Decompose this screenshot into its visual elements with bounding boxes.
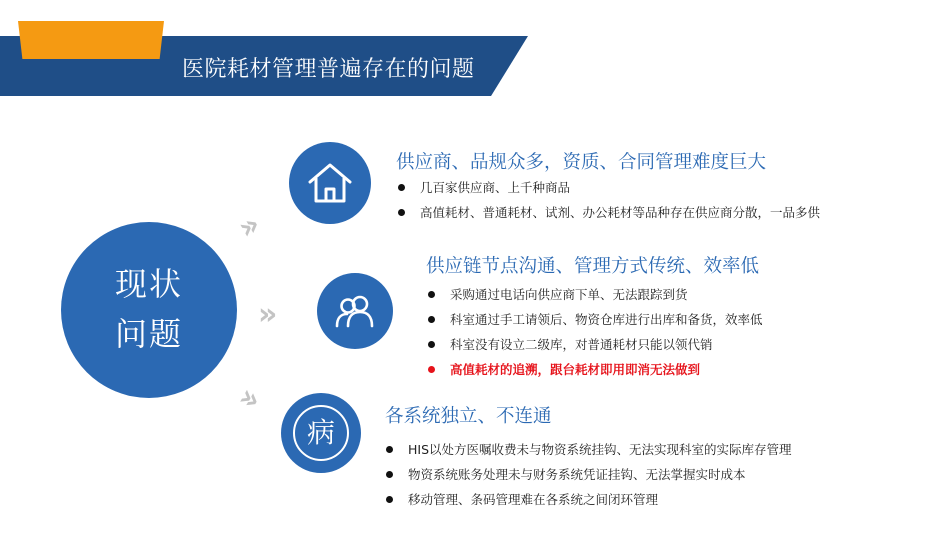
list-item: HIS以处方医嘱收费未与物资系统挂钩、无法实现科室的实际库存管理: [386, 437, 792, 462]
list-item: 移动管理、条码管理难在各系统之间闭环管理: [386, 487, 792, 512]
section-bullets-systems: [386, 437, 792, 512]
chevron-double-right-icon: »: [232, 206, 267, 247]
house-icon: [289, 142, 371, 224]
list-item: 采购通过电话向供应商下单、无法跟踪到货: [428, 282, 763, 307]
bing-character-glyph: 病: [293, 405, 349, 461]
list-item: 科室通过手工请领后、物资仓库进行出库和备货，效率低: [428, 307, 763, 332]
header-accent-tab: [18, 21, 164, 59]
section-title-supply-chain: 供应链节点沟通、管理方式传统、效率低: [426, 256, 760, 277]
page-title: 医院耗材管理普遍存在的问题: [182, 57, 475, 82]
chevron-double-right-icon: »: [232, 378, 268, 419]
center-label-line2: 问题: [114, 315, 183, 353]
list-item: 科室没有设立二级库，对普通耗材只能以领代销: [428, 332, 763, 357]
list-item-highlight: 高值耗材的追溯，跟台耗材即用即消无法做到: [428, 357, 763, 382]
bing-character-icon: [281, 393, 361, 473]
list-item: 几百家供应商、上千种商品: [398, 175, 820, 200]
list-item: 物资系统账务处理未与财务系统凭证挂钩、无法掌握实时成本: [386, 462, 792, 487]
center-label-line1: 现状: [114, 265, 183, 304]
status-problem-circle: [61, 222, 237, 398]
section-title-systems: 各系统独立、不连通: [385, 406, 552, 427]
chevron-double-right-icon: »: [258, 297, 278, 332]
people-icon: [317, 273, 393, 349]
section-title-suppliers: 供应商、品规众多，资质、合同管理难度巨大: [396, 152, 767, 173]
list-item: 高值耗材、普通耗材、试剂、办公耗材等品种存在供应商分散，一品多供: [398, 200, 820, 225]
section-bullets-suppliers: [398, 175, 820, 225]
section-bullets-supply-chain: [428, 282, 763, 382]
